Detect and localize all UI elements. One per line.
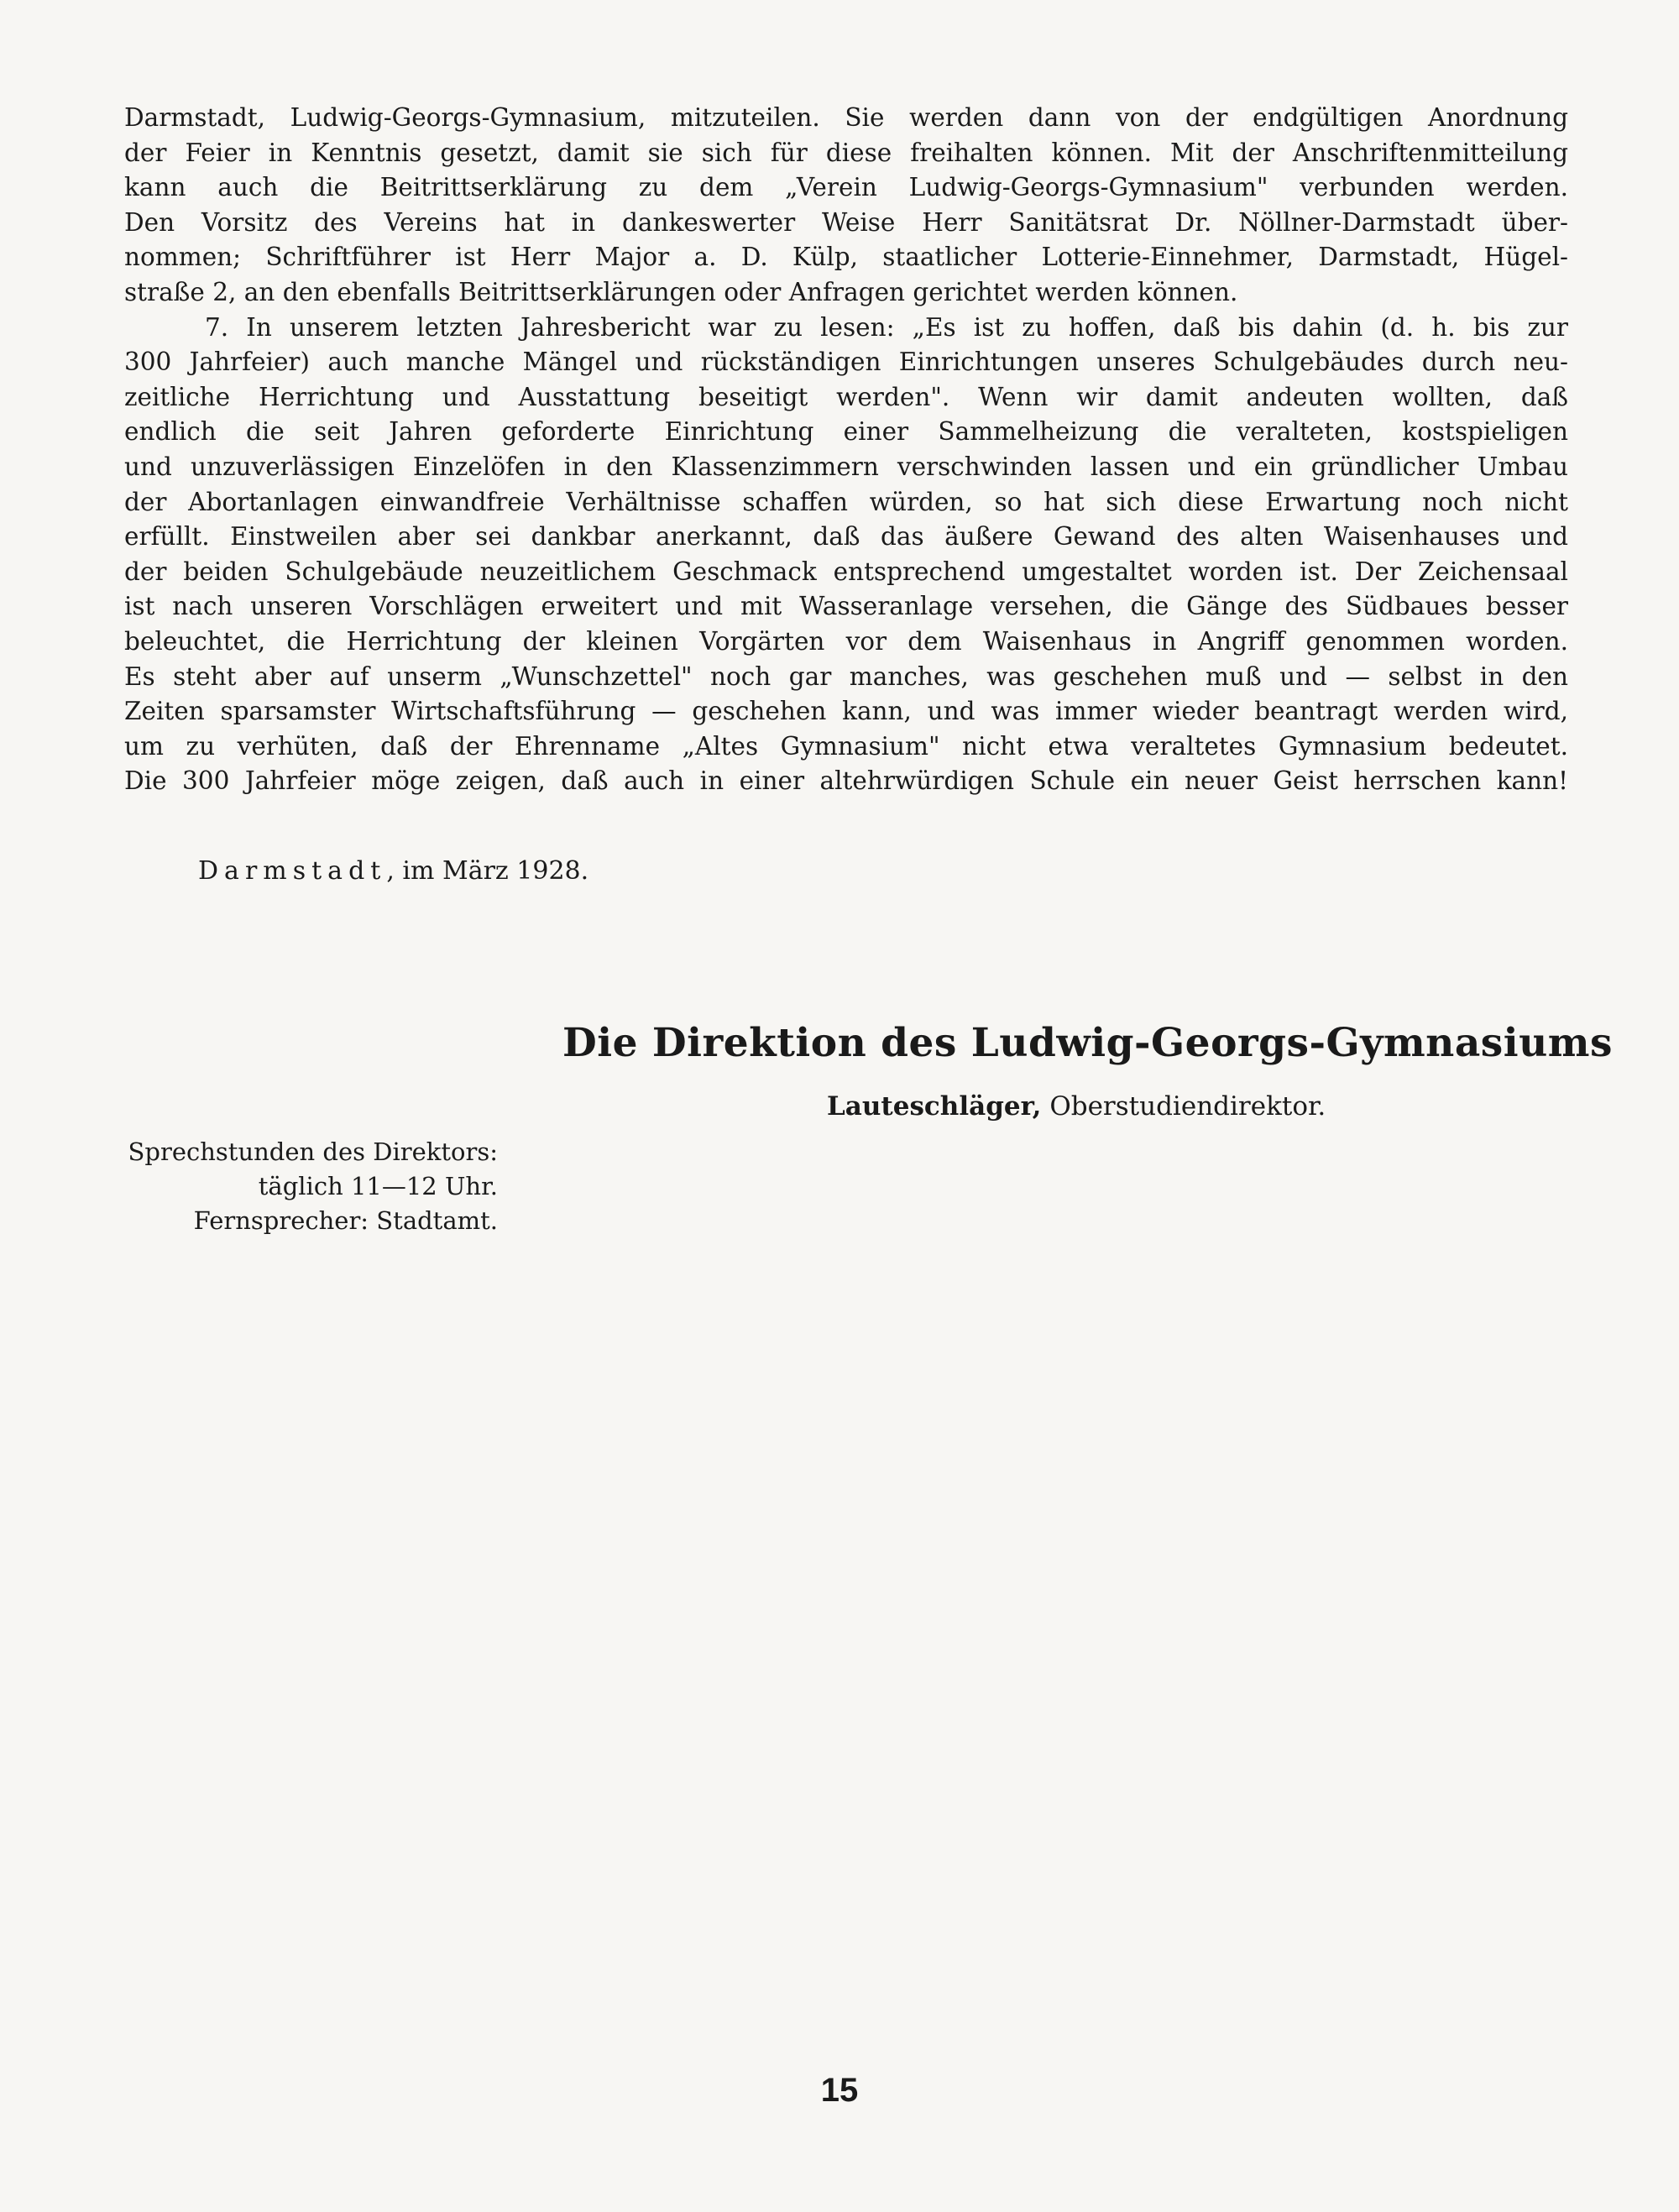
office-hours <box>124 1135 498 1238</box>
text-line: und unzuverlässigen Einzelöfen in den Klassenzimmern verschwinden lassen und ein gründlicher Umbau <box>124 452 1568 481</box>
text-line: 7. In unserem letzten Jahresbericht war zu lesen: „Es ist zu hoffen, daß bis dahin (d. h. bis zur <box>205 312 1568 342</box>
page-number: 15 <box>820 2072 859 2109</box>
text-line: endlich die seit Jahren geforderte Einrichtung einer Sammelheizung die veralteten, kostspieligen <box>124 417 1568 447</box>
text-line: 300 Jahrfeier) auch manche Mängel und rückständigen Einrichtungen unseres Schulgebäudes durch neu- <box>124 348 1568 377</box>
text-line: straße 2, an den ebenfalls Beitrittserklärungen oder Anfragen gerichtet werden können. <box>124 277 1238 306</box>
dateline-date: , im März 1928. <box>386 856 589 886</box>
text-line: der Feier in Kenntnis gesetzt, damit sie sich für diese freihalten können. Mit der Anschriftenmitteilung <box>124 138 1568 167</box>
text-line: ist nach unseren Vorschlägen erweitert und mit Wasseranlage versehen, die Gänge des Südbaues besser <box>124 592 1568 621</box>
text-line: der Abortanlagen einwandfreie Verhältnisse schaffen würden, so hat sich diese Erwartung noch nicht <box>124 487 1568 516</box>
text-line: Den Vorsitz des Vereins hat in dankeswerter Weise Herr Sanitätsrat Dr. Nöllner-Darmstadt über- <box>124 207 1568 237</box>
signature-signer <box>827 1091 1326 1122</box>
office-hours-heading: Sprechstunden des Direktors: <box>128 1137 498 1166</box>
text-line: nommen; Schriftführer ist Herr Major a. D. Külp, staatlicher Lotterie-Einnehmer, Darmstadt, Hügel- <box>124 243 1568 272</box>
text-line: um zu verhüten, daß der Ehrenname „Altes Gymnasium" nicht etwa veraltetes Gymnasium bedeutet. <box>124 731 1568 761</box>
text-line: beleuchtet, die Herrichtung der kleinen Vorgärten vor dem Waisenhaus in Angriff genommen worden. <box>124 626 1568 656</box>
text-line: der beiden Schulgebäude neuzeitlichem Geschmack entsprechend umgestaltet worden ist. Der Zeichensaal <box>124 557 1568 586</box>
text-line: Zeiten sparsamster Wirtschaftsführung — geschehen kann, und was immer wieder beantragt werden wird, <box>124 697 1568 726</box>
text-line: Darmstadt, Ludwig-Georgs-Gymnasium, mitzuteilen. Sie werden dann von der endgültigen Anordnung <box>124 103 1568 132</box>
dateline-place: Darmstadt <box>198 856 387 886</box>
signer-name: Lauteschläger, <box>827 1091 1042 1122</box>
text-line: Die 300 Jahrfeier möge zeigen, daß auch in einer altehrwürdigen Schule ein neuer Geist herrschen kann! <box>124 766 1568 796</box>
body-text <box>124 101 1568 799</box>
office-hours-phone: Fernsprecher: Stadtamt. <box>193 1206 498 1235</box>
text-line: erfüllt. Einstweilen aber sei dankbar anerkannt, daß das äußere Gewand des alten Waisenhauses und <box>124 522 1568 552</box>
signature-institution: Die Direktion des Ludwig-Georgs-Gymnasiums <box>562 1020 1613 1066</box>
text-line: kann auch die Beitrittserklärung zu dem „Verein Ludwig-Georgs-Gymnasium" verbunden werden. <box>124 173 1568 202</box>
dateline <box>198 856 588 886</box>
signer-title: Oberstudiendirektor. <box>1049 1091 1326 1122</box>
text-line: Es steht aber auf unserm „Wunschzettel" noch gar manches, was geschehen muß und — selbst in den <box>124 662 1568 691</box>
office-hours-time: täglich 11—12 Uhr. <box>258 1172 498 1200</box>
text-line: zeitliche Herrichtung und Ausstattung beseitigt werden". Wenn wir damit andeuten wollten, daß <box>124 382 1568 411</box>
